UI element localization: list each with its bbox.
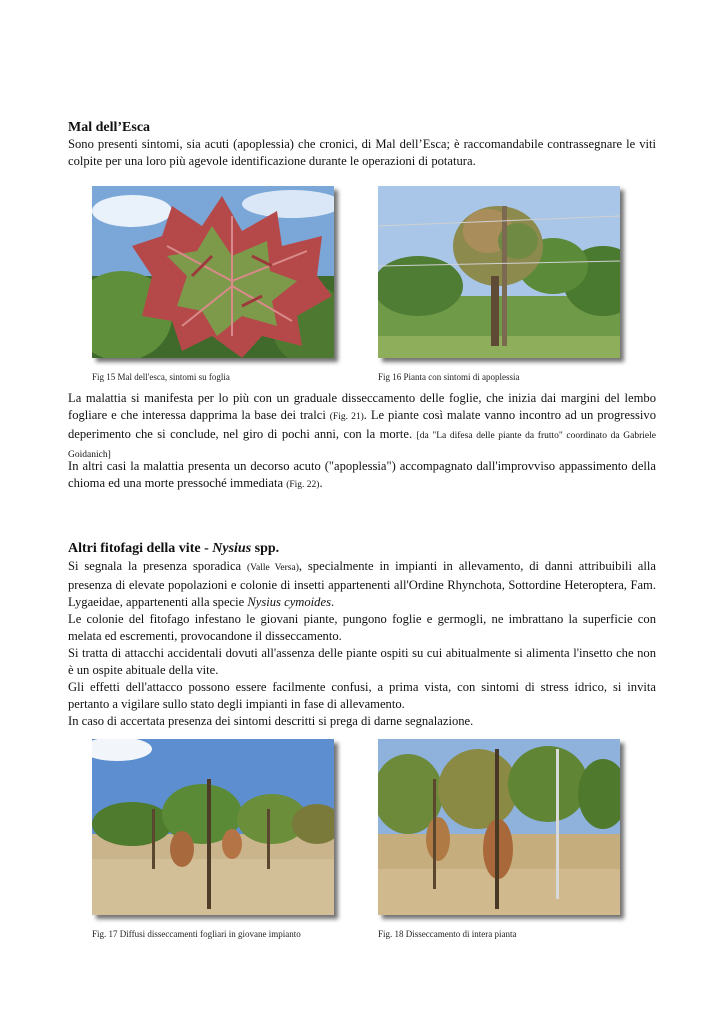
fig17-caption: Fig. 17 Diffusi disseccamenti fogliari in giovane impianto	[92, 929, 301, 939]
fig15-caption: Fig 15 Mal dell'esca, sintomi su foglia	[92, 372, 230, 382]
nysius-report-paragraph: In caso di accertata presenza dei sintomi descritti si prega di darne segnalazione.	[68, 714, 474, 728]
fig18-caption: Fig. 18 Disseccamento di intera pianta	[378, 929, 517, 939]
intro-paragraph: Sono presenti sintomi, sia acuti (apoplessia) che cronici, di Mal dell’Esca; è raccomandabile contrassegnare le viti colpite per una loro più agevole identificazione durante le operazioni di potatura.	[68, 137, 656, 168]
fig15-leaf-photo	[92, 186, 334, 358]
nysius-colonies-paragraph: Le colonie del fitofago infestano le giovani piante, pungono foglie e germogli, ne imbrattano la superficie con melata ed escrementi, provocandone il disseccamento.	[68, 612, 656, 643]
nysius-paragraphs	[68, 558, 656, 730]
apoplexy-paragraph: In altri casi la malattia presenta un decorso acuto ("apoplessia") accompagnato dall'improvviso appassimento della chioma ed una morte pressoché immediata (Fig. 22).	[68, 459, 656, 490]
section-title-mal-esca: Mal dell’Esca	[68, 120, 151, 135]
fig17-vineyard-photo	[92, 739, 334, 915]
nysius-presence-paragraph: Si segnala la presenza sporadica (Valle Versa), specialmente in impianti in allevamento, di danni attribuibili alla presenza di elevate popolazioni e colonie di insetti appartenenti all'Ordine Rhynchota, Sottordine Heteroptera, Fam. Lygaeidae, appartenenti alla specie Nysius cymoides.	[68, 559, 656, 609]
fig18-plant-photo	[378, 739, 620, 915]
symptoms-paragraph: La malattia si manifesta per lo più con un graduale disseccamento delle foglie, che inizia dai margini del lembo fogliare e che interessa dapprima la base dei tralci (Fig. 21). Le piante così malate vanno incontro ad un progressivo deperimento che si conclude, nel giro di pochi anni, con la morte. [da "La difesa delle piante da frutto" coordinato da Gabriele Goidanich]	[68, 391, 656, 460]
fig16-caption: Fig 16 Pianta con sintomi di apoplessia	[378, 372, 520, 382]
fig16-plant-photo	[378, 186, 620, 358]
nysius-effects-paragraph: Gli effetti dell'attacco possono essere facilmente confusi, a prima vista, con sintomi di stress idrico, si invita pertanto a vigilare sullo stato degli impianti in fase di allevamento.	[68, 680, 656, 711]
nysius-accidental-paragraph: Si tratta di attacchi accidentali dovuti all'assenza delle piante ospiti su cui abitualmente si alimenta l'insetto che non è un ospite abituale della vite.	[68, 646, 656, 677]
section-title-nysius: Altri fitofagi della vite - Nysius spp.	[68, 541, 280, 556]
